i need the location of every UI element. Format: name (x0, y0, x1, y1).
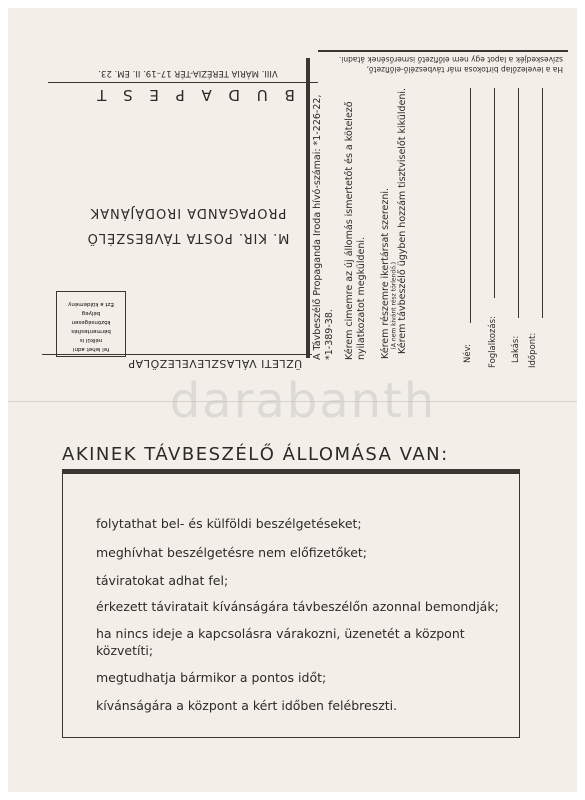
form-request-3: Kérem távbeszélő ügyben hozzám tisztviselőt kiküldeni. (397, 87, 408, 354)
recipient-line2: PROPAGANDA IRODÁJÁNAK (89, 205, 287, 220)
card-type: ÜZLETI VÁLASZLEVELEZŐLAP (128, 357, 303, 370)
vertical-divider (306, 58, 310, 358)
list-item: táviratokat adhat fel; (96, 573, 229, 588)
form-note: (A nem kivánt rész törlendő.) (390, 261, 398, 350)
postage-line: bérmentesítés (71, 328, 111, 334)
form-top-rule (318, 50, 568, 52)
field-label-name: Név: (463, 343, 473, 363)
field-label-address: Lakás: (511, 335, 521, 363)
address-street: VIII. MÁRIA TERÉZIA-TÉR 17–19. II. EM. 23. (98, 68, 278, 78)
info-box (62, 472, 520, 738)
watermark: darabanth (169, 373, 437, 429)
postcard (8, 8, 577, 792)
postage-box (56, 291, 126, 357)
list-item: kívánságára a központ a kért időben felébreszti. (96, 698, 398, 713)
field-line-occupation (494, 88, 495, 298)
form-intro: A Távbeszélő Propaganda Iroda hívó-számai: *1-226-22, *1-389-38. (312, 94, 335, 360)
field-line-address (518, 88, 519, 318)
list-item: meghívhat beszélgetésre nem előfizetőket; (96, 545, 368, 560)
form-request-2: Kérem részemre ikertársat szerezni. (380, 187, 391, 359)
form-notice: Ha a levelezőlap birtokosa már távbeszélő-előfizető, szíveskedjék a lapot egy nem előfizető ismerősének átadni. (338, 55, 563, 74)
postage-line: nélkül is (79, 337, 103, 343)
field-label-time: Időpont: (528, 332, 538, 368)
list-item: érkezett táviratait kívánságára távbeszélőn azonnal bemondják; (96, 599, 499, 614)
card-type-underline (42, 354, 312, 355)
postage-box-text (57, 292, 125, 356)
info-heading: AKINEK TÁVBESZÉLŐ ÁLLOMÁSA VAN: (62, 444, 449, 465)
postage-line: bélyeg (81, 310, 101, 316)
recipient-line1: M. KIR. POSTA TÁVBESZÉLŐ (86, 230, 290, 245)
postage-line: Ezt a küldemény (68, 301, 114, 307)
field-label-occupation: Foglalkozás: (488, 316, 498, 368)
form-request-1: Kérem cimemre az új állomás ismertetőt és a kötelező nyilatkozatot megküldeni. (344, 101, 367, 360)
field-line-name (470, 88, 471, 323)
field-line-time (542, 88, 543, 318)
postage-line: közönségesen (71, 319, 111, 325)
list-item: ha nincs ideje a kapcsolásra várakozni, üzenetét a központ közvetíti; (96, 626, 465, 658)
list-item: megtudhatja bármikor a pontos időt; (96, 670, 327, 685)
postage-line: fel lehet adni (72, 346, 110, 352)
address-city: B U D A P E S T (91, 86, 295, 104)
address-underline (48, 82, 318, 83)
list-item: folytathat bel- és külföldi beszélgetéseket; (96, 516, 362, 531)
